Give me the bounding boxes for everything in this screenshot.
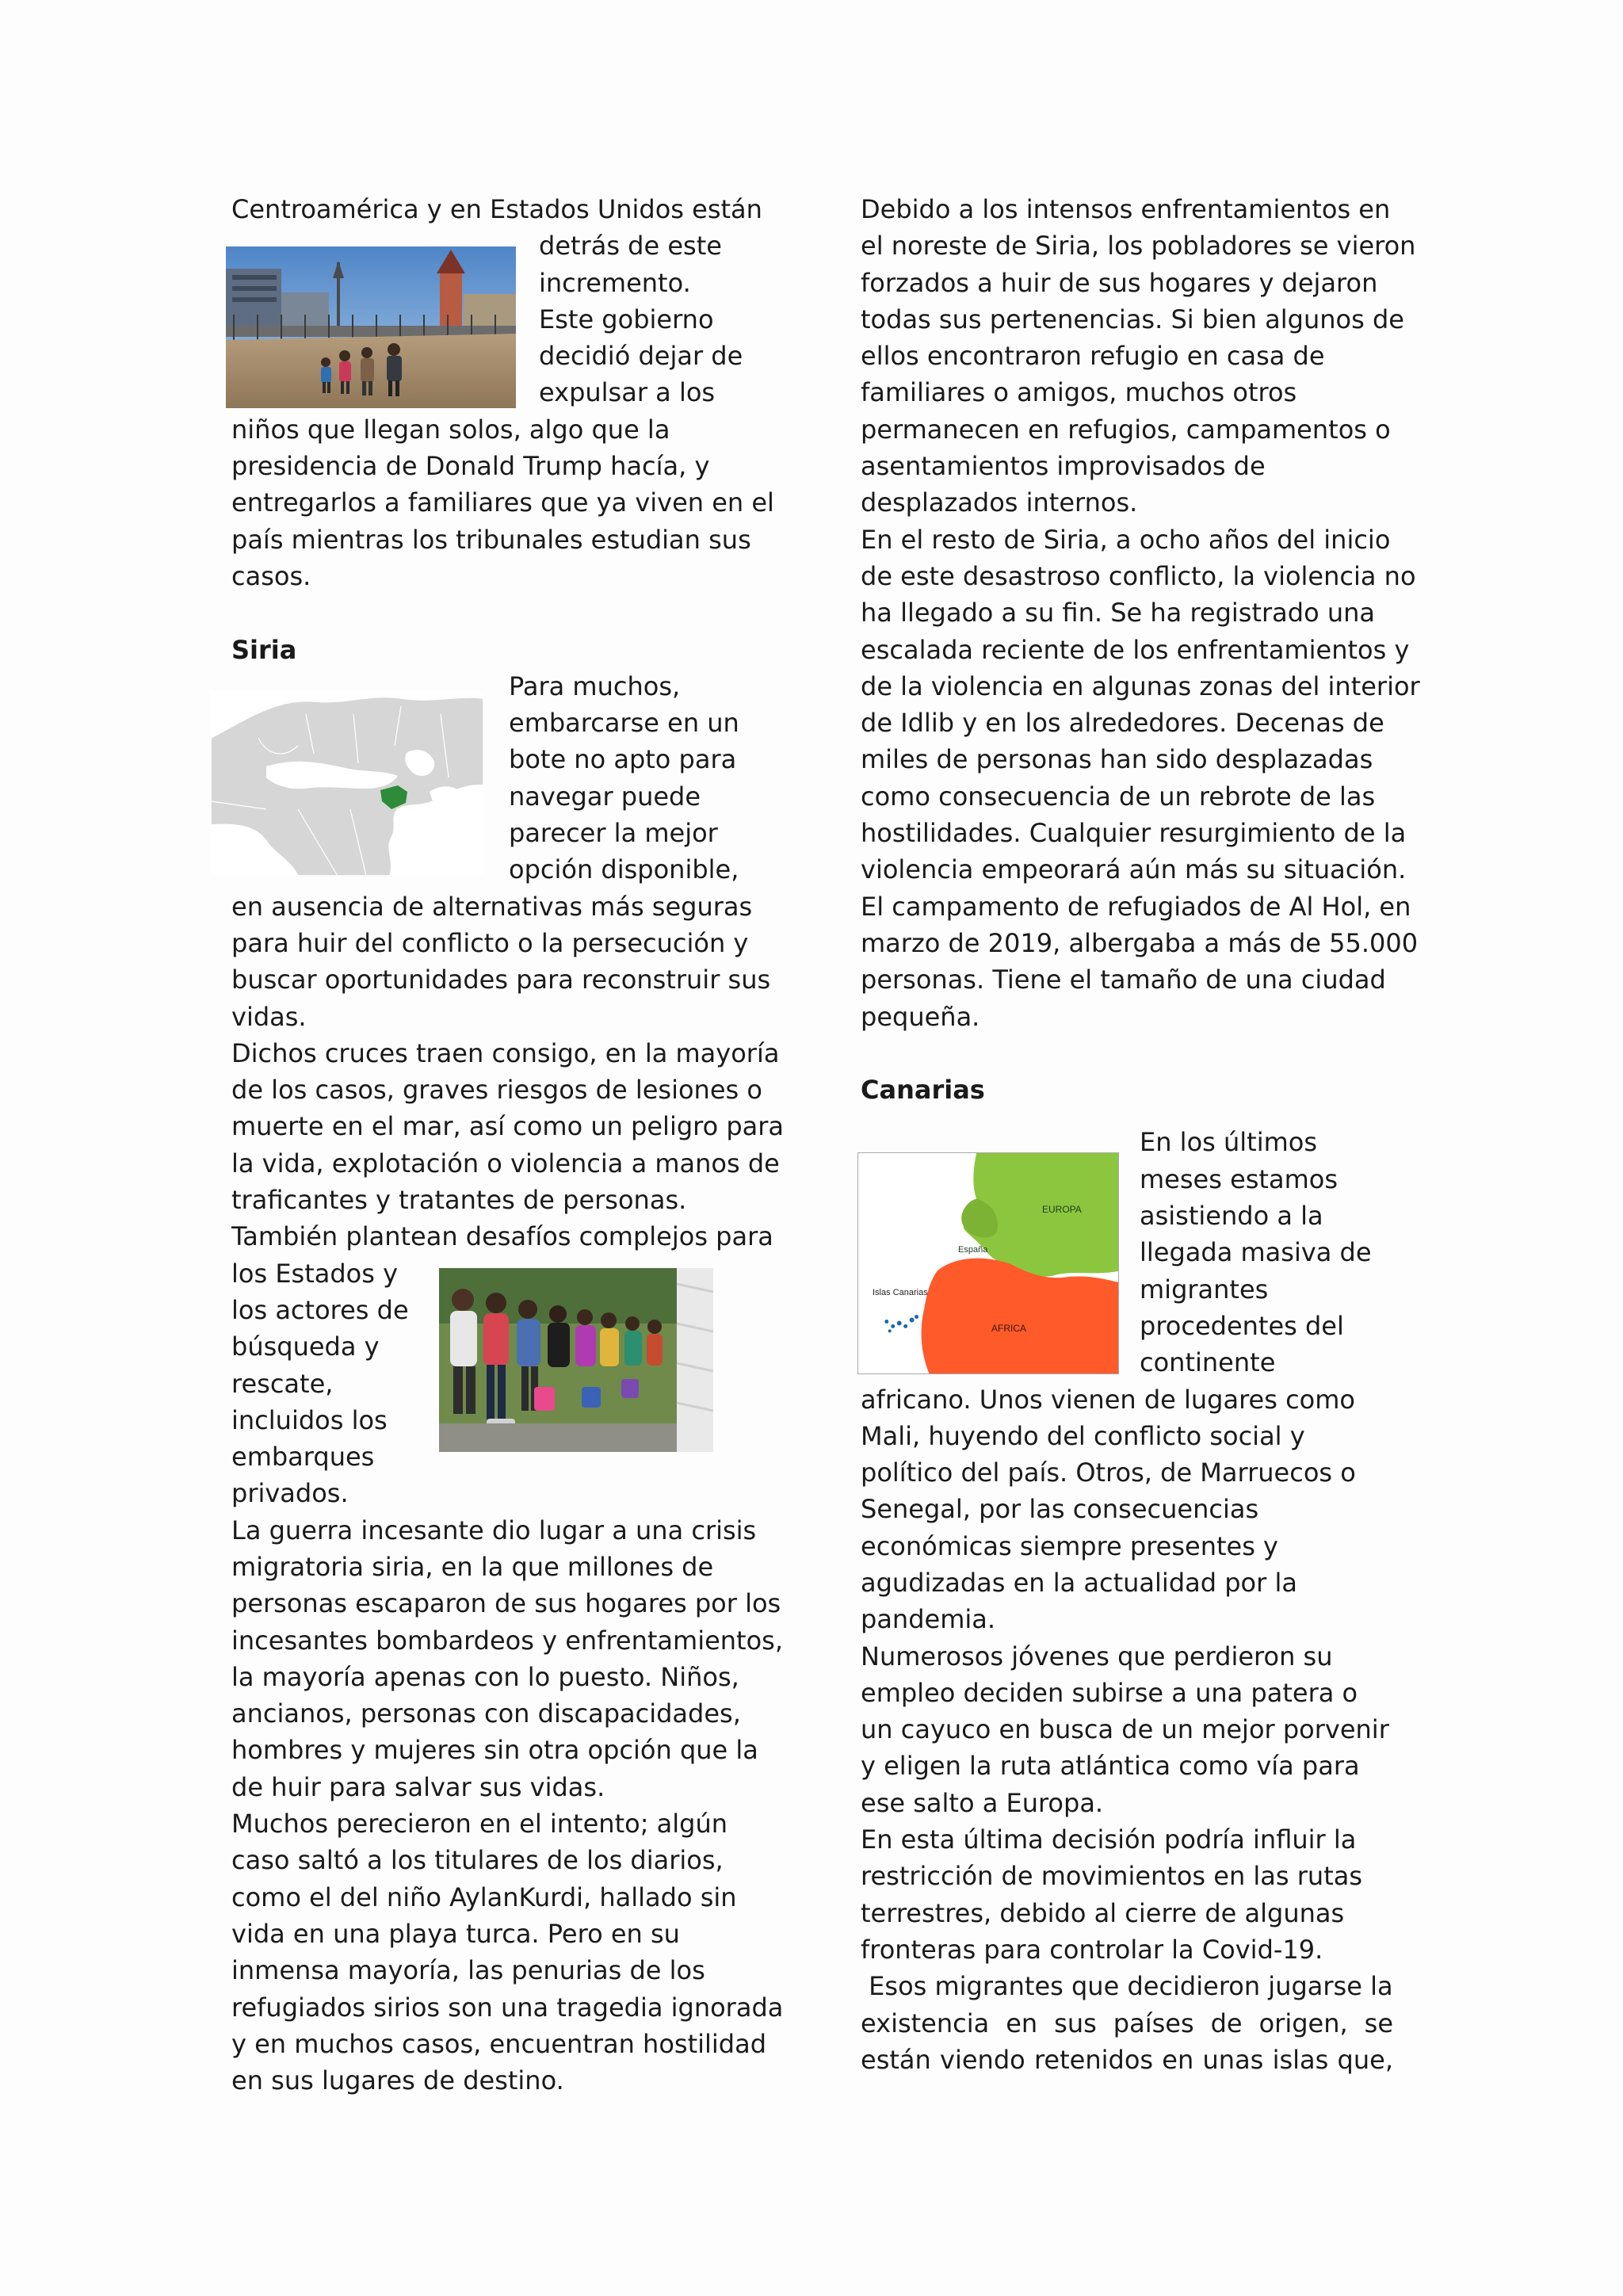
paragraph-line: muerte en el mar, así como un peligro para	[231, 1111, 785, 1142]
paragraph-line: privados.	[231, 1478, 349, 1509]
paragraph-line: meses estamos	[1140, 1163, 1338, 1194]
paragraph-line: casos.	[231, 560, 311, 591]
paragraph-line: pandemia.	[861, 1604, 996, 1635]
paragraph-line: hostilidades. Cualquier resurgimiento de la	[861, 818, 1407, 849]
paragraph-line: incluidos los	[231, 1404, 388, 1435]
migrants-photo	[439, 1268, 713, 1452]
paragraph-line: como el del niño AylanKurdi, hallado sin	[231, 1881, 737, 1912]
paragraph-line: permanecen en refugios, campamentos o	[861, 414, 1391, 445]
paragraph-line: de Idlib y en los alrededores. Decenas de	[861, 708, 1384, 739]
paragraph-line: un cayuco en busca de un mejor porvenir	[861, 1714, 1389, 1745]
paragraph-line: están viendo retenidos en unas islas que,	[861, 2044, 1393, 2075]
paragraph-line: Muchos perecieron en el intento; algún	[231, 1809, 728, 1839]
section-heading-canarias: Canarias	[861, 1075, 985, 1106]
paragraph-line: llegada masiva de	[1140, 1237, 1372, 1268]
paragraph-line: En los últimos	[1140, 1127, 1318, 1158]
paragraph-line: traficantes y tratantes de personas.	[231, 1185, 687, 1216]
paragraph-line: y eligen la ruta atlántica como vía para	[861, 1751, 1360, 1782]
paragraph-line: pequeña.	[861, 1001, 980, 1032]
paragraph-line: africano. Unos vienen de lugares como	[861, 1384, 1355, 1415]
map-label-africa: AFRICA	[991, 1323, 1027, 1334]
paragraph-line: hombres y mujeres sin otra opción que la	[231, 1735, 758, 1766]
paragraph-line: todas sus pertenencias. Si bien algunos de	[861, 304, 1404, 334]
paragraph-line: de este desastroso conflicto, la violencia no	[861, 560, 1416, 591]
paragraph-line: marzo de 2019, albergaba a más de 55.000	[861, 927, 1419, 958]
paragraph-line: de los casos, graves riesgos de lesiones o	[231, 1075, 762, 1106]
right-column	[861, 191, 1420, 2078]
paragraph-line: continente	[1140, 1347, 1276, 1378]
paragraph-line: Este gobierno	[539, 304, 714, 334]
paragraph-line: También plantean desafíos complejos para	[231, 1221, 773, 1252]
paragraph-line: parecer la mejor	[509, 818, 718, 849]
paragraph-line: forzados a huir de sus hogares y dejaron	[861, 267, 1378, 298]
paragraph-line: incesantes bombardeos y enfrentamientos,	[231, 1625, 784, 1656]
paragraph-line: Senegal, por las consecuencias	[861, 1494, 1259, 1525]
paragraph-line: ellos encontraron refugio en casa de	[861, 341, 1325, 372]
paragraph-line: ancianos, personas con discapacidades,	[231, 1698, 741, 1729]
border-photo	[226, 246, 516, 408]
paragraph-line: y en muchos casos, encuentran hostilidad	[231, 2028, 767, 2059]
section-heading-siria: Siria	[231, 634, 297, 665]
paragraph-line: vida en una playa turca. Pero en su	[231, 1918, 680, 1949]
paragraph-line: familiares o amigos, muchos otros	[861, 377, 1297, 408]
paragraph-line: niños que llegan solos, algo que la	[231, 414, 670, 445]
map-label-islas-canarias: Islas Canarias	[873, 1288, 928, 1297]
paragraph-line: miles de personas han sido desplazadas	[861, 744, 1373, 775]
paragraph-line: la vida, explotación o violencia a manos de	[231, 1148, 780, 1179]
paragraph-line: La guerra incesante dio lugar a una crisis	[231, 1515, 757, 1545]
paragraph-line: en ausencia de alternativas más seguras	[231, 891, 753, 922]
paragraph-line: Dichos cruces traen consigo, en la mayoría	[231, 1037, 780, 1068]
paragraph-line: inmensa mayoría, las penurias de los	[231, 1955, 705, 1986]
paragraph-line: para huir del conflicto o la persecución y	[231, 927, 749, 958]
paragraph-line: los Estados y	[231, 1258, 399, 1289]
paragraph-line: bote no apto para	[509, 744, 737, 775]
paragraph-line: económicas siempre presentes y	[861, 1530, 1278, 1561]
paragraph-line: El campamento de refugiados de Al Hol, en	[861, 891, 1411, 922]
paragraph-line: opción disponible,	[509, 854, 739, 885]
paragraph-line: migratoria siria, en la que millones de	[231, 1551, 714, 1582]
paragraph-line: Numerosos jóvenes que perdieron su	[861, 1641, 1333, 1671]
paragraph-line: los actores de	[231, 1294, 409, 1325]
paragraph-line: restricción de movimientos en las rutas	[861, 1861, 1363, 1892]
paragraph-line: ese salto a Europa.	[861, 1787, 1104, 1818]
paragraph-line: navegar puede	[509, 781, 701, 812]
paragraph-line: detrás de este	[539, 231, 722, 262]
map-label-europa: EUROPA	[1042, 1204, 1082, 1215]
paragraph-line: Centroamérica y en Estados Unidos están	[231, 194, 762, 224]
paragraph-line: personas escaparon de sus hogares por los	[231, 1588, 781, 1619]
paragraph-line: en sus lugares de destino.	[231, 2065, 564, 2096]
paragraph-line: agudizadas en la actualidad por la	[861, 1567, 1297, 1598]
paragraph-line: Para muchos,	[509, 670, 681, 701]
paragraph-line: asentamientos improvisados de	[861, 451, 1266, 482]
paragraph-line: Debido a los intensos enfrentamientos en	[861, 194, 1391, 224]
paragraph-line: búsqueda y	[231, 1331, 380, 1362]
paragraph-line: desplazados internos.	[861, 487, 1138, 518]
paragraph-line: de la violencia en algunas zonas del interior	[861, 670, 1420, 701]
paragraph-line: refugiados sirios son una tragedia ignorada	[231, 1992, 784, 2023]
paragraph-line: violencia empeorará aún más su situación.	[861, 854, 1407, 885]
left-column	[231, 191, 785, 2099]
paragraph-line: empleo deciden subirse a una patera o	[861, 1677, 1358, 1708]
paragraph-line: entregarlos a familiares que ya viven en el	[231, 487, 774, 518]
paragraph-line: fronteras para controlar la Covid-19.	[861, 1934, 1323, 1965]
paragraph-line: personas. Tiene el tamaño de una ciudad	[861, 965, 1386, 995]
paragraph-line: caso saltó a los titulares de los diarios,	[231, 1845, 724, 1876]
paragraph-line: embarques	[231, 1442, 375, 1473]
paragraph-line: Esos migrantes que decidieron jugarse la	[861, 1971, 1393, 2002]
paragraph-line: de huir para salvar sus vidas.	[231, 1771, 605, 1802]
paragraph-line: incremento.	[539, 267, 691, 298]
paragraph-line: decidió dejar de	[539, 341, 743, 372]
paragraph-line: buscar oportunidades para reconstruir sus	[231, 965, 771, 995]
paragraph-line: asistiendo a la	[1140, 1201, 1323, 1232]
paragraph-line: Mali, huyendo del conflicto social y	[861, 1420, 1305, 1451]
paragraph-line: En esta última decisión podría influir la	[861, 1824, 1357, 1855]
paragraph-line: vidas.	[231, 1001, 307, 1032]
paragraph-line: presidencia de Donald Trump hacía, y	[231, 451, 710, 482]
paragraph-line: expulsar a los	[539, 377, 716, 408]
paragraph-line: como consecuencia de un rebrote de las	[861, 781, 1376, 812]
syria-locator-map	[211, 690, 483, 876]
paragraph-line: rescate,	[231, 1368, 334, 1399]
paragraph-line: migrantes	[1140, 1274, 1269, 1305]
paragraph-line: político del país. Otros, de Marruecos o	[861, 1457, 1356, 1488]
paragraph-line: terrestres, debido al cierre de algunas	[861, 1897, 1345, 1928]
canarias-map	[857, 1152, 1119, 1374]
paragraph-line: el noreste de Siria, los pobladores se vieron	[861, 231, 1416, 262]
paragraph-line: procedentes del	[1140, 1310, 1344, 1341]
paragraph-line: existencia en sus países de origen, se	[861, 2008, 1393, 2038]
paragraph-line: escalada reciente de los enfrentamientos y	[861, 634, 1410, 665]
paragraph-line: ha llegado a su fin. Se ha registrado una	[861, 598, 1375, 628]
paragraph-line: En el resto de Siria, a ocho años del inicio	[861, 524, 1391, 555]
map-label-espana: España	[958, 1245, 988, 1255]
paragraph-line: país mientras los tribunales estudian sus	[231, 524, 751, 555]
paragraph-line: embarcarse en un	[509, 708, 739, 739]
paragraph-line: la mayoría apenas con lo puesto. Niños,	[231, 1661, 739, 1692]
